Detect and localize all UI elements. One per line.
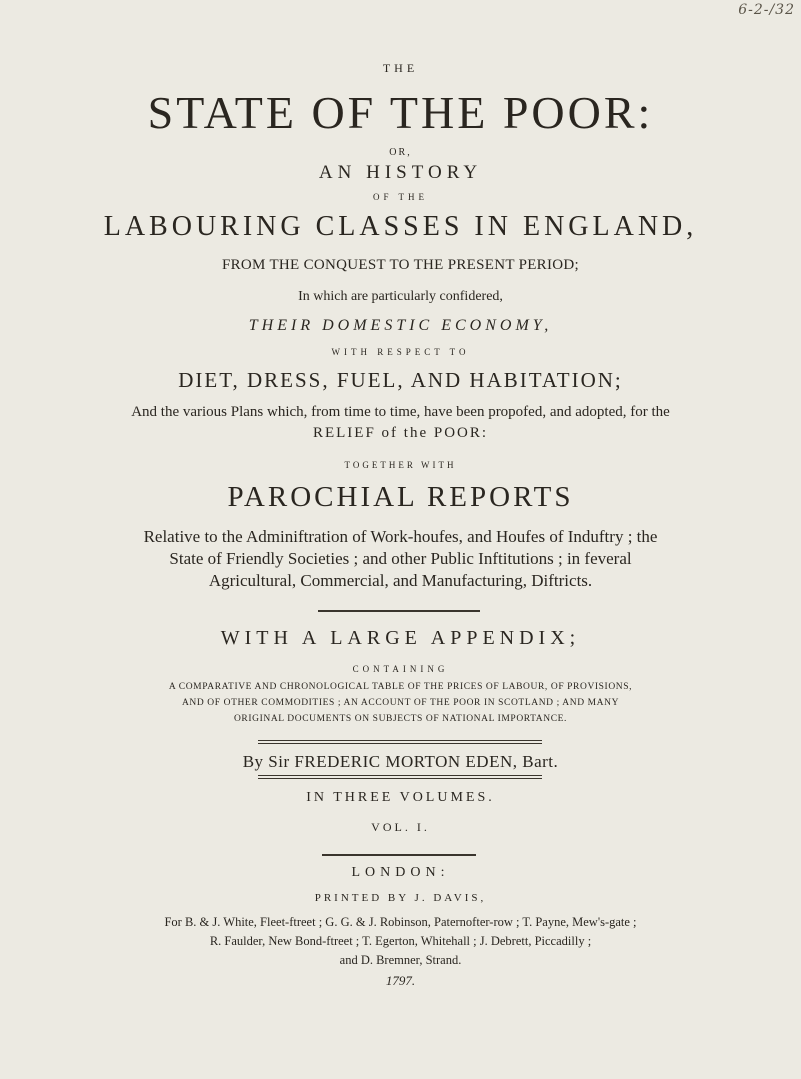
volume-number: VOL. I. xyxy=(371,820,430,834)
booksellers-line-1: For B. & J. White, Fleet-ftreet ; G. G. & J. Robinson, Paternofter-row ; T. Payne, Mew's-gate ; xyxy=(164,915,637,929)
main-title: STATE OF THE POOR: xyxy=(147,87,654,138)
shelfmark: 6-2-/32 xyxy=(738,2,795,18)
plans-line-2: RELIEF of the POOR: xyxy=(312,425,489,441)
appendix-line: WITH A LARGE APPENDIX; xyxy=(220,627,581,649)
double-rule-top-a xyxy=(258,740,542,741)
comparative-line-3: ORIGINAL DOCUMENTS ON SUBJECTS OF NATIONAL IMPORTANCE. xyxy=(233,714,568,724)
the-label: THE xyxy=(382,61,419,75)
relative-line-1: Relative to the Adminiftration of Work-houfes, and Houfes of Induftry ; the xyxy=(143,527,658,546)
with-respect-label: WITH RESPECT TO xyxy=(331,347,470,357)
relative-line-2: State of Friendly Societies ; and other Public Inftitutions ; in feveral xyxy=(169,549,632,568)
volumes-line: IN THREE VOLUMES. xyxy=(306,790,495,805)
relative-line-3: Agricultural, Commercial, and Manufacturing, Diftricts. xyxy=(208,571,593,590)
containing-label: CONTAINING xyxy=(352,664,449,674)
conquest-line: FROM THE CONQUEST TO THE PRESENT PERIOD; xyxy=(221,257,580,273)
double-rule-bottom-a xyxy=(258,775,542,776)
comparative-line-1: A COMPARATIVE AND CHRONOLOGICAL TABLE OF THE PRICES OF LABOUR, OF PROVISIONS, xyxy=(168,682,633,692)
ornament-rule-2 xyxy=(322,854,476,856)
of-the-label: OF THE xyxy=(372,192,429,202)
together-with-label: TOGETHER WITH xyxy=(344,460,457,470)
domestic-economy-line: THEIR DOMESTIC ECONOMY, xyxy=(248,317,553,334)
in-which-line: In which are particularly confidered, xyxy=(298,289,503,304)
booksellers-line-3: and D. Bremner, Strand. xyxy=(339,953,462,967)
parochial-reports-heading: PAROCHIAL REPORTS xyxy=(227,481,574,513)
plans-line-1: And the various Plans which, from time to time, have been propofed, and adopted, for the xyxy=(131,404,670,420)
comparative-line-2: AND OF OTHER COMMODITIES ; AN ACCOUNT OF THE POOR IN SCOTLAND ; AND MANY xyxy=(181,698,620,708)
labouring-classes-line: LABOURING CLASSES IN ENGLAND, xyxy=(103,211,698,242)
printed-by-line: PRINTED BY J. DAVIS, xyxy=(314,892,487,904)
double-rule-top-b xyxy=(258,743,542,744)
diet-line: DIET, DRESS, FUEL, AND HABITATION; xyxy=(178,368,623,392)
publication-year: 1797. xyxy=(385,973,416,988)
history-line: AN HISTORY xyxy=(318,162,483,183)
ornament-rule-1 xyxy=(318,610,480,612)
double-rule-bottom-b xyxy=(258,778,542,779)
booksellers-line-2: R. Faulder, New Bond-ftreet ; T. Egerton, Whitehall ; J. Debrett, Piccadilly ; xyxy=(209,934,592,948)
author-line: By Sir FREDERIC MORTON EDEN, Bart. xyxy=(242,752,559,771)
london-line: LONDON: xyxy=(351,865,450,880)
or-label: OR, xyxy=(389,147,412,158)
